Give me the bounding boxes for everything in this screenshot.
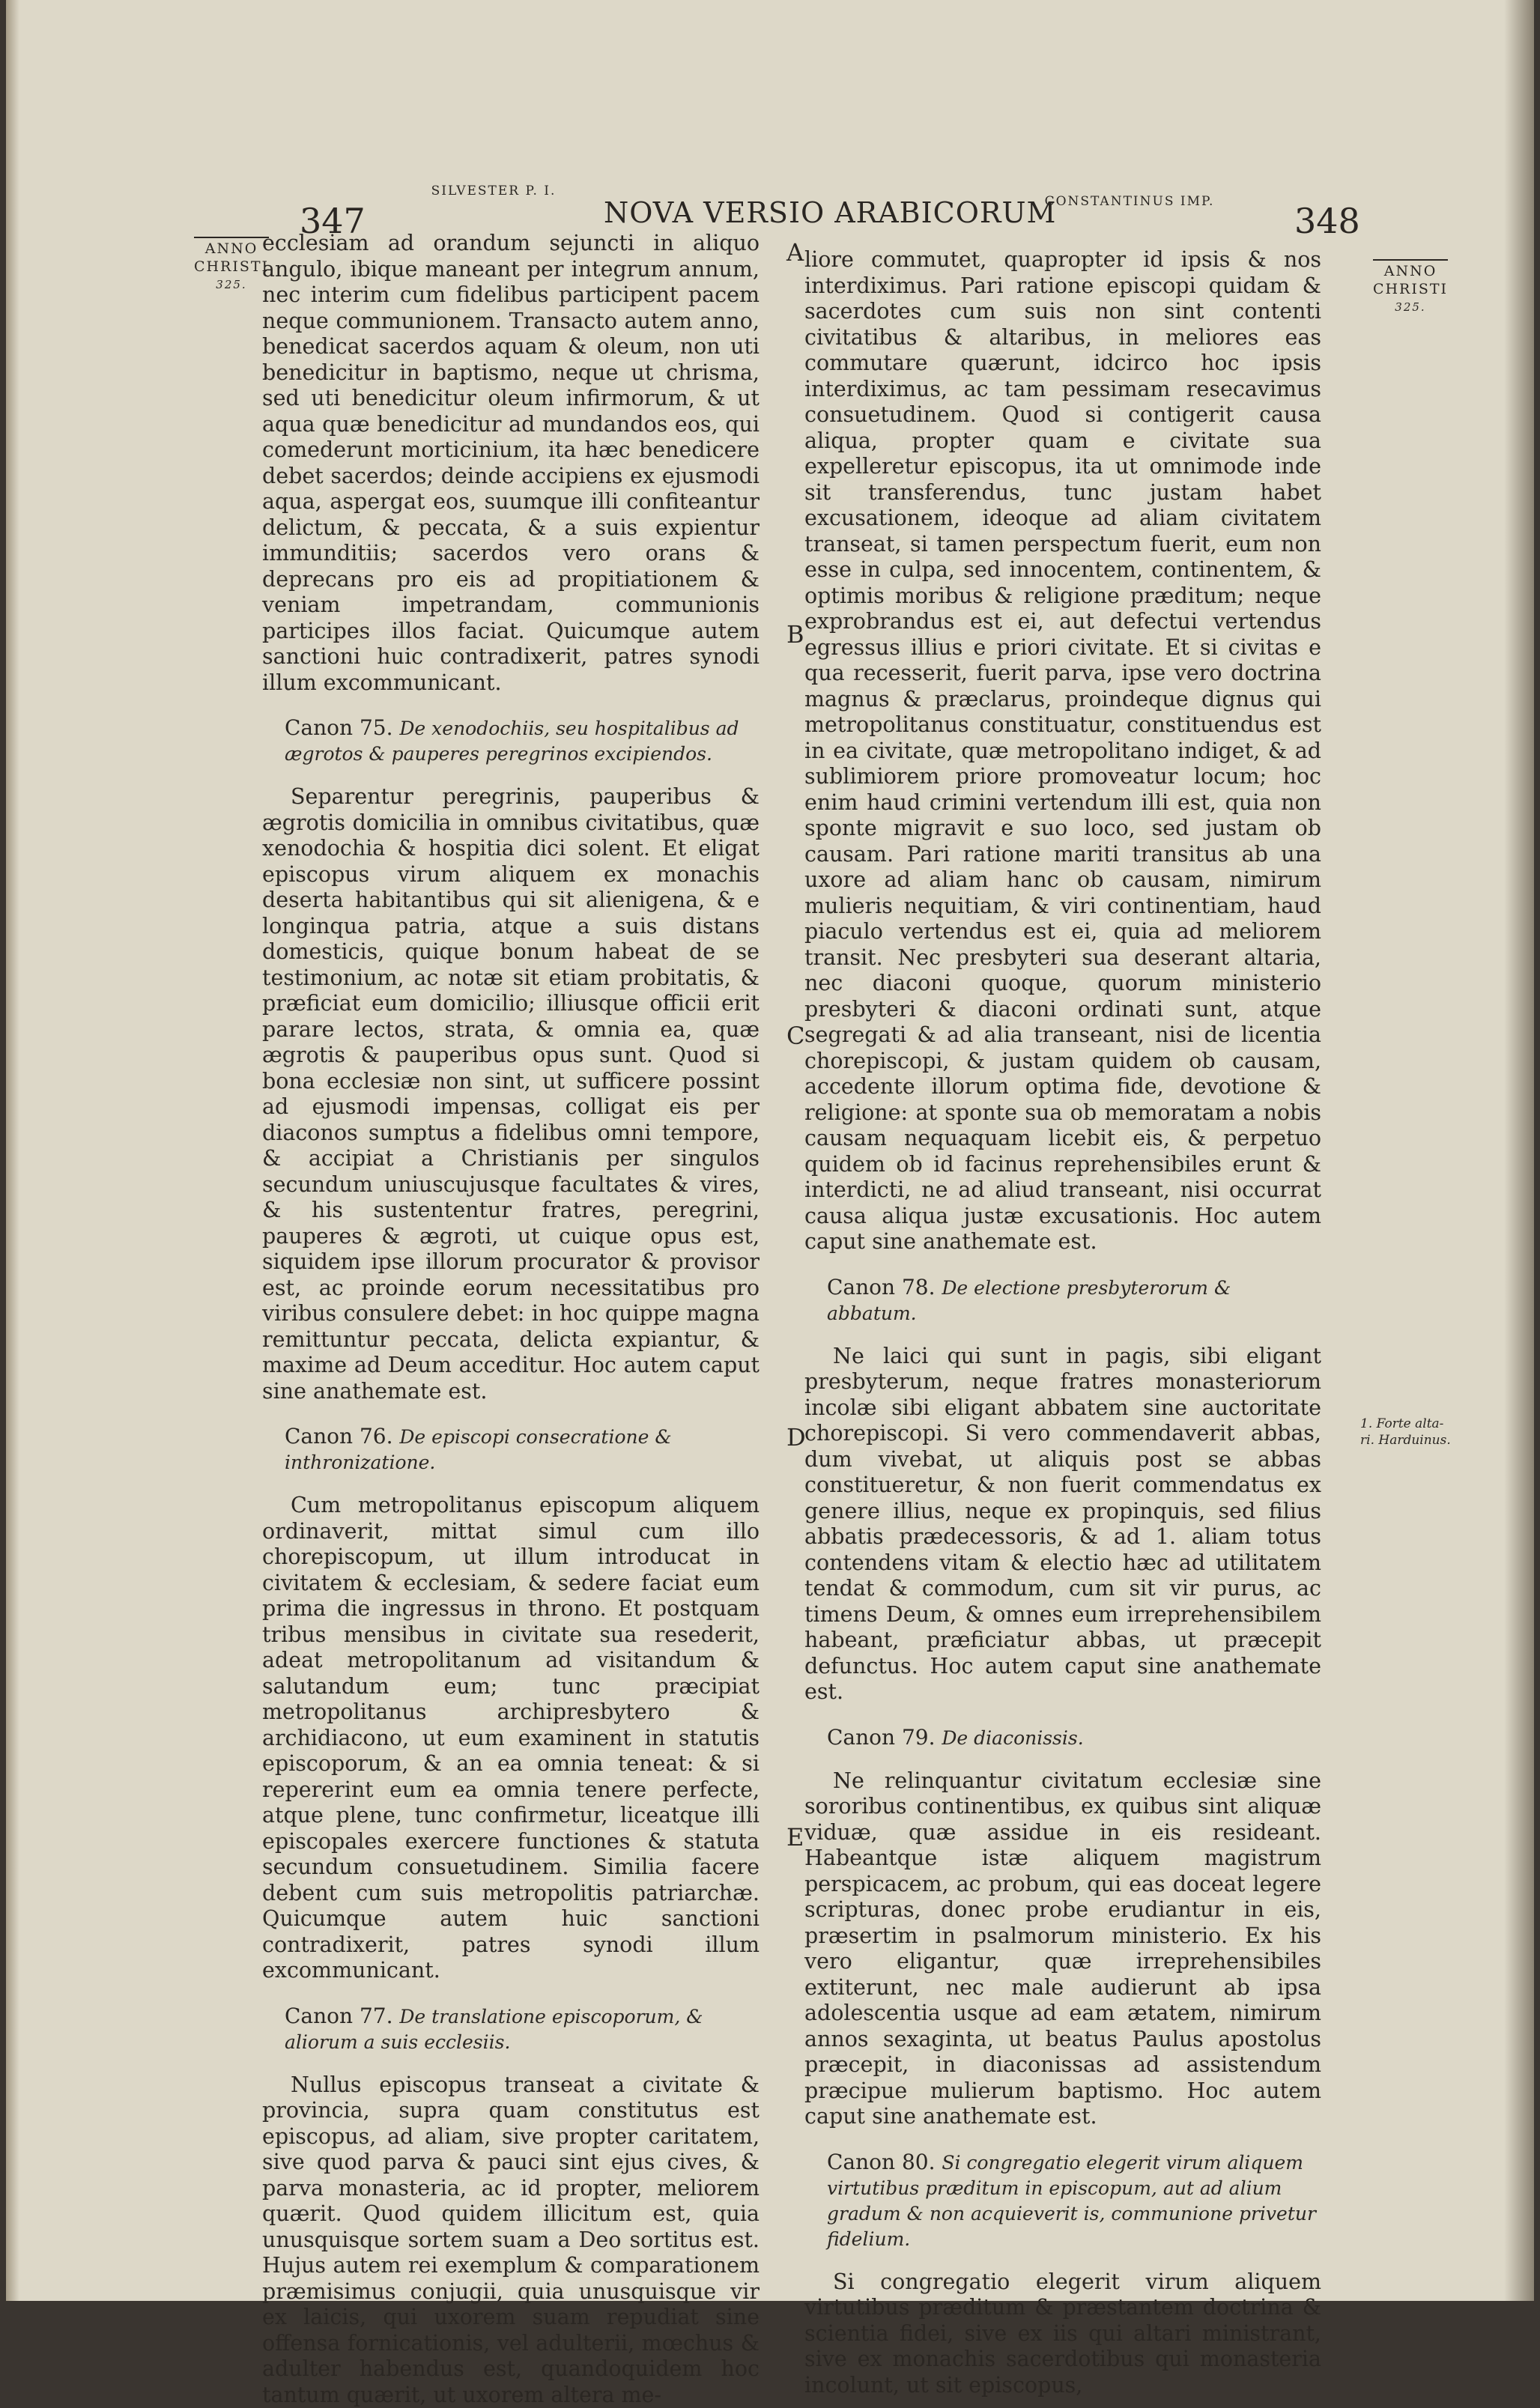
canon-heading-76 xyxy=(262,1424,760,1475)
left-column xyxy=(262,231,760,2408)
year-label: 325. xyxy=(1362,298,1459,316)
page-edge-shadow xyxy=(1504,0,1534,2301)
canon-number: Canon 80. xyxy=(827,2150,935,2174)
paragraph: Ne relinquantur civitatum ecclesiæ sine sororibus continentibus, ex quibus sint aliquæ viduæ, quæ assidue in eis resideant. Habeantque istæ aliquem magistrum perspicacem, ac probum, qui eas doceat legere scripturas, donec probe erudiantur in eis, præsertim in psalmorum ministerio. Ex his vero eligantur, quæ irreprehensibiles extiterunt, nec male audierunt ab ipsa adolescentia usque ad eam ætatem, nimirum annos sexaginta, ut beatus Paulus apostolus præcepit, in diaconissas ad assistendum præcipue mulierum baptismo. Hoc autem caput sine anathemate est. xyxy=(804,1768,1321,2130)
canon-title: De diaconissis. xyxy=(942,1727,1083,1749)
canon-title: De electione presbyterorum & abbatum. xyxy=(827,1277,1231,1324)
paragraph: Nullus episcopus transeat a civitate & provincia, supra quam constitutus est episcopus, ad aliam, sive propter caritatem, sive quod parva & pauci sint ejus cives, & parva monasteria, ac id propter, meliorem quærit. Quod quidem illicitum est, quia unusquisque sortem suam a Deo sortitus est. Hujus autem rei exemplum & comparationem præmisimus conjugii, quia unusquisque vir ex laicis, qui uxorem suam repudiat sine offensa fornicationis, vel adulterii, mœchus & adulter habendus est, quandoquidem hoc tantum quærit, ut uxorem altera me- xyxy=(262,2072,760,2408)
canon-heading-77 xyxy=(262,2004,760,2054)
right-column xyxy=(804,247,1321,2398)
paragraph: liore commutet, quapropter id ipsis & nos interdiximus. Pari ratione episcopi quidam & sacerdotes cum suis non sint contenti civitatibus & altaribus, in meliores eas commutare quærunt, idcirco hoc ipsis interdiximus, ac tam pessimam resecavimus consuetudinem. Quod si contigerit causa aliqua, propter quam e civitate sua expelleretur episcopus, ita ut omnimode inde sit transferendus, tunc justam habet excusationem, ideoque ad aliam civitatem transeat, si tamen perspectum fuerit, eum non esse in culpa, sed innocentem, continentem, & optimis moribus & religione præditum; neque exprobrandus est ei, aut defectui vertendus egressus illius e priori civitate. Et si civitas e qua recesserit, fuerit parva, ipse vero doctrina magnus & præclarus, proindeque dignus qui metropolitanus constituatur, constituendus est in ea civitate, quæ metropolitano indiget, & ad sublimiorem priore promoveatur locum; hoc enim haud crimini vertendum illi est, quia non sponte migravit e suo loco, sed justam ob causam. Pari ratione mariti transitus ab una uxore ad aliam hanc ob causam, nimirum mulieris nequitiam, & viri continentiam, haud piaculo vertendus est ei, quia ad meliorem transit. Nec presbyteri sua deserant altaria, nec diaconi quoque, quorum ministerio presbyteri & diaconi ordinati sunt, atque segregati & ad alia transeant, nisi de licentia chorepiscopi, & justam quidem ob causam, accedente illorum optima fide, devotione & religione: at sponte sua ob memoratam a nobis causam nequaquam licebit eis, & perpetuo quidem ob id facinus reprehensibiles erunt & interdicti, ne ad aliud transeant, nisi occurrat causa aliqua justæ excusationis. Hoc autem caput sine anathemate est. xyxy=(804,247,1321,1255)
canon-number: Canon 79. xyxy=(827,1725,935,1750)
running-title: NOVA VERSIO ARABICORUM xyxy=(604,196,1056,229)
margin-rule xyxy=(194,237,269,238)
book-page xyxy=(6,0,1534,2301)
margin-letter-c: C xyxy=(786,1022,804,1050)
running-head-right: CONSTANTINUS IMP. xyxy=(1040,193,1219,210)
canon-heading-78 xyxy=(804,1275,1321,1326)
canon-number: Canon 75. xyxy=(285,715,392,740)
paragraph: Cum metropolitanus episcopum aliquem ordinaverit, mittat simul cum illo chorepiscopum, ut illum introducat in civitatem & ecclesiam, & sedere faciat eum prima die ingressus in throno. Et postquam tribus mensibus in civitate sua resederit, adeat metropolitanum ad visitandum & salutandum eum; tunc præcipiat metropolitanus archipresbytero & archidiacono, ut eum examinent in statutis episcoporum, & an ea omnia teneat: & si repererint eum ea omnia tenere perfecte, atque plene, tunc confirmetur, liceatque illi episcopales exercere functiones & statuta secundum consuetudinem. Similia facere debent cum suis metropolitis patriarchæ. Quicumque autem huic sanctioni contradixerit, patres synodi illum excommunicant. xyxy=(262,1493,760,1984)
canon-heading-75 xyxy=(262,715,760,766)
year-label: 325. xyxy=(183,276,280,294)
christi-label: CHRISTI xyxy=(1362,280,1459,298)
canon-number: Canon 77. xyxy=(285,2004,392,2028)
christi-label: CHRISTI xyxy=(183,258,280,276)
canon-title: De xenodochiis, seu hospitalibus ad ægrotos & pauperes peregrinos excipiendos. xyxy=(285,718,739,765)
canon-number: Canon 76. xyxy=(285,1424,392,1449)
margin-letter-a: A xyxy=(786,238,804,267)
margin-letter-e: E xyxy=(786,1823,804,1852)
anno-label: ANNO xyxy=(183,240,280,258)
margin-letter-d: D xyxy=(786,1423,806,1452)
page-gutter xyxy=(6,0,19,2301)
paragraph: Si congregatio elegerit virum aliquem virtutibus præditum & præstantem doctrina & scientia fidei, sive ex iis qui altari ministrant, sive ex monachis sacerdotibus qui monasteria incolunt, ut sit episcopus, xyxy=(804,2269,1321,2399)
margin-note: 1. Forte alta-ri. Harduinus. xyxy=(1360,1416,1458,1449)
margin-letter-b: B xyxy=(786,620,804,649)
canon-heading-79 xyxy=(804,1725,1321,1750)
margin-year-right xyxy=(1362,259,1459,316)
margin-rule xyxy=(1373,259,1448,261)
paragraph: ecclesiam ad orandum sejuncti in aliquo angulo, ibique maneant per integrum annum, nec interim cum fidelibus participent pacem neque communionem. Transacto autem anno, benedicat sacerdos aquam & oleum, non uti benedicitur in baptismo, neque ut chrisma, sed uti benedicitur oleum infirmorum, & ut aqua quæ benedicitur ad mundandos eos, qui comederunt morticinium, ita hæc benedicere debet sacerdos; deinde accipiens ex ejusmodi aqua, aspergat eos, suumque illi confiteantur delictum, & peccata, & a suis expientur immunditiis; sacerdos vero orans & deprecans pro eis ad propitiationem & veniam impetrandam, communionis participes illos faciat. Quicumque autem sanctioni huic contradixerit, patres synodi illum excommunicant. xyxy=(262,231,760,696)
page-header xyxy=(6,180,1540,240)
running-head-left: SILVESTER P. I. xyxy=(430,183,557,199)
page-number-left: 347 xyxy=(300,201,366,241)
canon-title: De episcopi consecratione & inthronizatione. xyxy=(285,1426,672,1473)
page-number-right: 348 xyxy=(1294,201,1360,241)
paragraph: Ne laici qui sunt in pagis, sibi eligant presbyterum, neque fratres monasteriorum incolæ sibi eligant abbatem sine auctoritate chorepiscopi. Si vero commendaverit abbas, dum vivebat, ut aliquis post se abbas constitueretur, & non fuerit commendatus ex genere illius, neque ex propinquis, sed filius abbatis prædecessoris, & ad 1. aliam totus contendens vitam & electio hæc ad utilitatem tendat & commodum, cum sit vir purus, ac timens Deum, & omnes eum irreprehensibilem habeant, præficiatur abbas, ut præcepit defunctus. Hoc autem caput sine anathemate est. xyxy=(804,1344,1321,1705)
canon-title: De translatione episcoporum, & aliorum a suis ecclesiis. xyxy=(285,2006,703,2053)
paragraph: Separentur peregrinis, pauperibus & ægrotis domicilia in omnibus civitatibus, quæ xenodochia & hospitia dici solent. Et eligat episcopus virum aliquem ex monachis deserta habitantibus qui sit alienigena, & e longinqua patria, atque a suis distans domesticis, quique bonum habeat de se testimonium, ac notæ sit etiam probitatis, & præficiat eum domicilio; illiusque officii erit parare lectos, strata, & omnia ea, quæ ægrotis & pauperibus opus sunt. Quod si bona ecclesiæ non sint, ut sufficere possint ad ejusmodi impensas, colligat eis per diaconos sumptus a fidelibus omni tempore, & accipiat a Christianis per singulos secundum uniuscujusque facultates & vires, & his sustententur fratres, peregrini, pauperes & ægroti, ut cuique opus est, siquidem ipse illorum procurator & provisor est, ac proinde eorum necessitatibus pro viribus consulere debet: in hoc quippe magna remittuntur peccata, delicta expiantur, & maxime ad Deum acceditur. Hoc autem caput sine anathemate est. xyxy=(262,784,760,1404)
canon-title: Si congregatio elegerit virum aliquem virtutibus præditum in episcopum, aut ad alium gradum & non acquieverit is, communione privetur fidelium. xyxy=(827,2152,1316,2250)
canon-heading-80 xyxy=(804,2150,1321,2251)
anno-label: ANNO xyxy=(1362,262,1459,280)
canon-number: Canon 78. xyxy=(827,1275,935,1299)
